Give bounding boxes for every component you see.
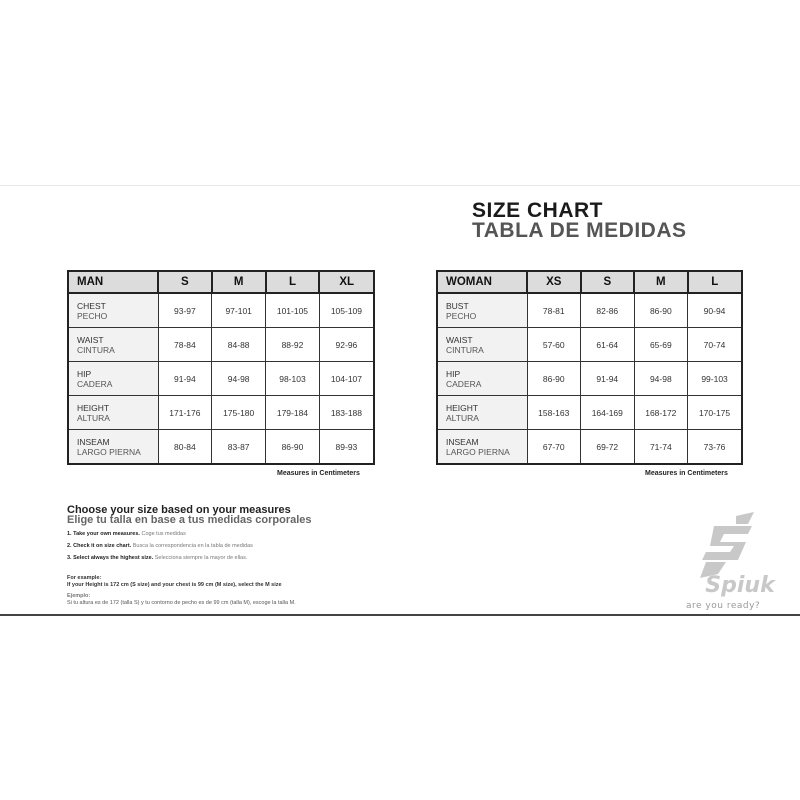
table-cell: 86-90: [634, 293, 688, 328]
man-size-table: [67, 270, 375, 465]
table-cell: 105-109: [319, 293, 374, 328]
man-units-note: Measures in Centimeters: [277, 470, 360, 477]
table-row: [437, 362, 742, 396]
guide-step: [67, 543, 253, 549]
title-english: SIZE CHART: [472, 199, 603, 222]
title-spanish: TABLA DE MEDIDAS: [472, 219, 687, 242]
man-header-size: S: [158, 271, 212, 293]
row-label-en: BUST: [446, 300, 469, 311]
table-row: [437, 328, 742, 362]
table-cell: 92-96: [319, 328, 374, 362]
row-label: [437, 396, 527, 430]
table-cell: 78-81: [527, 293, 581, 328]
table-cell: 83-87: [212, 430, 266, 465]
row-label: [68, 430, 158, 465]
table-row: [68, 430, 374, 465]
row-label-es: CADERA: [77, 378, 113, 389]
table-cell: 89-93: [319, 430, 374, 465]
row-label: [437, 430, 527, 465]
row-label: [437, 328, 527, 362]
table-cell: 91-94: [158, 362, 212, 396]
table-cell: 93-97: [158, 293, 212, 328]
row-label-en: WAIST: [77, 334, 104, 345]
table-cell: 90-94: [688, 293, 742, 328]
row-label-es: PECHO: [446, 310, 477, 321]
row-label-es: LARGO PIERNA: [77, 446, 141, 457]
row-label-es: PECHO: [77, 310, 108, 321]
example-text-es: Si tu altura es de 172 (talla S) y tu contorno de pecho es de 99 cm (talla M), escoge la talla M.: [67, 600, 296, 606]
table-cell: 179-184: [266, 396, 320, 430]
row-label-es: ALTURA: [77, 412, 110, 423]
table-cell: 97-101: [212, 293, 266, 328]
row-label-es: CINTURA: [446, 344, 484, 355]
table-cell: 65-69: [634, 328, 688, 362]
table-cell: 86-90: [266, 430, 320, 465]
row-label: [68, 293, 158, 328]
man-header-size: L: [266, 271, 320, 293]
step-text-es: Busca la correspondencia en la tabla de medidas: [132, 543, 253, 549]
table-cell: 168-172: [634, 396, 688, 430]
table-row: [68, 293, 374, 328]
row-label: [437, 362, 527, 396]
row-label-es: LARGO PIERNA: [446, 446, 510, 457]
woman-header-size: M: [634, 271, 688, 293]
brand-tagline: are you ready?: [686, 601, 761, 611]
row-label-en: INSEAM: [77, 436, 110, 447]
table-row: [68, 396, 374, 430]
step-text-en: 3. Select always the highest size.: [67, 555, 154, 561]
man-header-size: M: [212, 271, 266, 293]
table-cell: 70-74: [688, 328, 742, 362]
table-cell: 80-84: [158, 430, 212, 465]
table-cell: 61-64: [581, 328, 635, 362]
man-header-size: XL: [319, 271, 374, 293]
table-row: [68, 362, 374, 396]
table-cell: 175-180: [212, 396, 266, 430]
table-cell: 101-105: [266, 293, 320, 328]
table-row: [437, 430, 742, 465]
table-cell: 171-176: [158, 396, 212, 430]
guide-heading-english: Choose your size based on your measures: [67, 504, 291, 516]
table-cell: 158-163: [527, 396, 581, 430]
row-label-en: WAIST: [446, 334, 473, 345]
table-cell: 164-169: [581, 396, 635, 430]
table-cell: 86-90: [527, 362, 581, 396]
woman-units-note: Measures in Centimeters: [645, 470, 728, 477]
woman-header-size: XS: [527, 271, 581, 293]
table-cell: 71-74: [634, 430, 688, 465]
row-label-es: CADERA: [446, 378, 482, 389]
row-label-en: HIP: [77, 368, 92, 379]
step-text-en: 1. Take your own measures.: [67, 531, 140, 537]
row-label-en: INSEAM: [446, 436, 479, 447]
woman-header-size: S: [581, 271, 635, 293]
table-cell: 91-94: [581, 362, 635, 396]
table-cell: 98-103: [266, 362, 320, 396]
example-label-en: For example:: [67, 575, 102, 581]
brand-name: Spiuk: [705, 573, 775, 598]
guide-step: [67, 531, 186, 537]
table-cell: 84-88: [212, 328, 266, 362]
table-cell: 94-98: [212, 362, 266, 396]
row-label-en: CHEST: [77, 300, 106, 311]
man-header-label: MAN: [68, 271, 158, 293]
table-cell: 183-188: [319, 396, 374, 430]
table-cell: 67-70: [527, 430, 581, 465]
table-cell: 94-98: [634, 362, 688, 396]
spiuk-s-mark-icon: [700, 512, 754, 578]
woman-header-size: L: [688, 271, 742, 293]
guide-heading-spanish: Elige tu talla en base a tus medidas corporales: [67, 514, 312, 526]
row-label: [68, 328, 158, 362]
table-cell: 57-60: [527, 328, 581, 362]
row-label-en: HEIGHT: [77, 402, 110, 413]
table-cell: 82-86: [581, 293, 635, 328]
row-label: [68, 362, 158, 396]
table-cell: 73-76: [688, 430, 742, 465]
row-label-es: ALTURA: [446, 412, 479, 423]
table-cell: 69-72: [581, 430, 635, 465]
table-cell: 104-107: [319, 362, 374, 396]
woman-size-table: [436, 270, 743, 465]
row-label-en: HEIGHT: [446, 402, 479, 413]
man-table-header-row: [68, 271, 374, 293]
step-text-en: 2. Check it on size chart.: [67, 543, 132, 549]
row-label-es: CINTURA: [77, 344, 115, 355]
row-label: [68, 396, 158, 430]
row-label-en: HIP: [446, 368, 461, 379]
guide-step: [67, 555, 247, 561]
table-row: [68, 328, 374, 362]
table-row: [437, 396, 742, 430]
example-label-es: Ejemplo:: [67, 593, 91, 599]
table-cell: 99-103: [688, 362, 742, 396]
table-cell: 88-92: [266, 328, 320, 362]
woman-table-header-row: [437, 271, 742, 293]
example-text-en: If your Height is 172 cm (S size) and your chest is 99 cm (M size), select the M size: [67, 582, 282, 588]
table-cell: 170-175: [688, 396, 742, 430]
table-cell: 78-84: [158, 328, 212, 362]
step-text-es: Coge tus medidas: [141, 531, 186, 537]
step-text-es: Selecciona siempre la mayor de ellas.: [154, 555, 248, 561]
row-label: [437, 293, 527, 328]
woman-header-label: WOMAN: [437, 271, 527, 293]
table-row: [437, 293, 742, 328]
